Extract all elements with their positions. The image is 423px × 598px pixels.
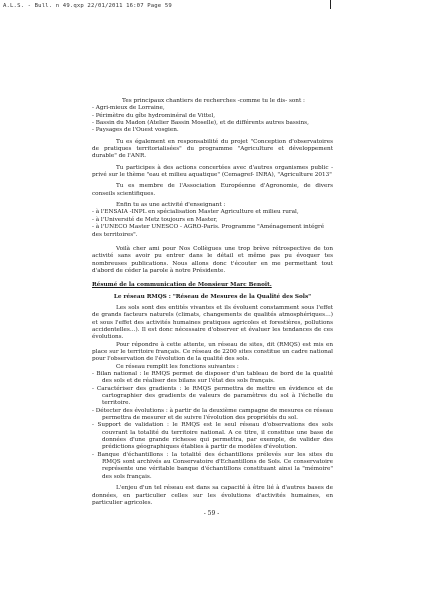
list-item: - Banque d'échantillons : la totalité des échantillons prélevés sur les sites du RMQS sont archivés au Conservatoire d'Echantillons de Sols. Ce conservatoire représente une véritable banque d'échantillons constituant ainsi la "mémoire" des sols français. [92, 451, 333, 480]
paragraph-enjeu: L'enjeu d'un tel réseau est dans sa capacité à être lié à d'autres bases de données, en particulier celles sur les évolutions d'activités humaines, en particulier agricoles. [92, 485, 333, 506]
list-item: - à l'Université de Metz toujours en Master, [92, 216, 218, 223]
resume-heading: Résumé de la communication de Monsieur Marc Benoît. [92, 282, 272, 289]
print-slug: A.L.S. - Bull. n 49.qxp 22/01/2011 16:07 Page 59 [3, 3, 172, 9]
page-number: - 59 - [203, 510, 220, 517]
paragraph-fonctions: Ce réseau remplit les fonctions suivantes : [116, 363, 239, 370]
paragraph-enseignant: Enfin tu as une activité d'enseignant : [116, 202, 226, 209]
paragraph-reseau: Pour répondre à cette attente, un réseau de sites, dit (RMQS) est mis en place sur le territoire français. Ce réseau de 2200 sites constitue un cadre national pour l'observation de l'évolution de la qualité des sols. [92, 341, 333, 363]
crop-mark-top-right [330, 0, 331, 9]
list-item: - Bilan national : le RMQS permet de disposer d'un tableau de bord de la qualité des sols et de réaliser des bilans sur l'état des sols français. [92, 371, 333, 385]
list-item: - à l'UNECO Master UNESCO - AGRO-Paris. Programme "Aménagement intégré des territoires". [92, 224, 325, 238]
list-item: - Bassin du Madon (Atelier Bassin Moselle), et de différents autres bassins, [92, 120, 309, 127]
page-body [92, 98, 333, 507]
paragraph-sols: Les sols sont des entités vivantes et ils évoluent constamment sous l'effet de grands facteurs naturels (climats, changements de qualités atmosphériques…) et sous l'effet des activités humaines pratiques agricoles et forestières, pollutions accidentelles…). Il est donc nécessaire d'observer et évaluer les tendances de ces évolutions. [92, 304, 333, 341]
paragraph-voila: Voilà cher ami pour Nos Collègues une trop brève rétrospective de ton activité sans avoir pu entrer dans le détail et même pas pu évoquer tes nombreuses publications. Nous allons donc t'écouter en me permettant tout d'abord de céder la parole à notre Présidente. [92, 245, 333, 274]
list-item: - Caractériser des gradients : le RMQS permettra de mettre en évidence et de cartographier des gradients de valeurs de paramètres du sol à l'échelle du territoire. [92, 385, 333, 407]
chantiers-intro: Tes principaux chantiers de recherches -comme tu le dis- sont : [122, 98, 305, 104]
list-item: - Détecter des évolutions : à partir de la deuxième campagne de mesures ce réseau permettra de mesurer et de suivre l'évolution des propriétés du sol. [92, 407, 333, 422]
list-item: - Support de validation : le RMQS est le seul réseau d'observations des sols couvrant la totalité du territoire national. A ce titre, il constitue une base de données d'une grande richesse qui permettra, par exemple, de valider des prédictions géographiques établies à partir de modèles d'évolution. [92, 422, 333, 451]
list-item: - Paysages de l'Ouest vosgien. [92, 127, 179, 134]
paragraph-actions: Tu participes à des actions concertées avec d'autres organismes public - privé sur le thème "eau et milieu aquatique" (Cemagref- INRA), "Agriculture 2013" [92, 164, 333, 179]
list-item: - Périmètre du gîte hydrominéral de Vittel, [92, 112, 216, 119]
list-item: - à l'ENSAIA -INPL en spécialisation Master Agriculture et milieu rural, [92, 209, 299, 216]
paragraph-membre: Tu es membre de l'Association Européenne d'Agronomie, de divers conseils scientifiques. [92, 183, 333, 197]
list-item: - Agri-mieux de Lorraine, [92, 105, 165, 112]
resume-title: Le réseau RMQS : "Réseau de Mesures de la Qualité des Sols" [113, 293, 312, 300]
paragraph-programme: Tu es également en responsabilité du projet "Conception d'observatoires de pratiques territorialisées" du programme "Agriculture et développement durable" de l'ANR. [92, 138, 333, 160]
